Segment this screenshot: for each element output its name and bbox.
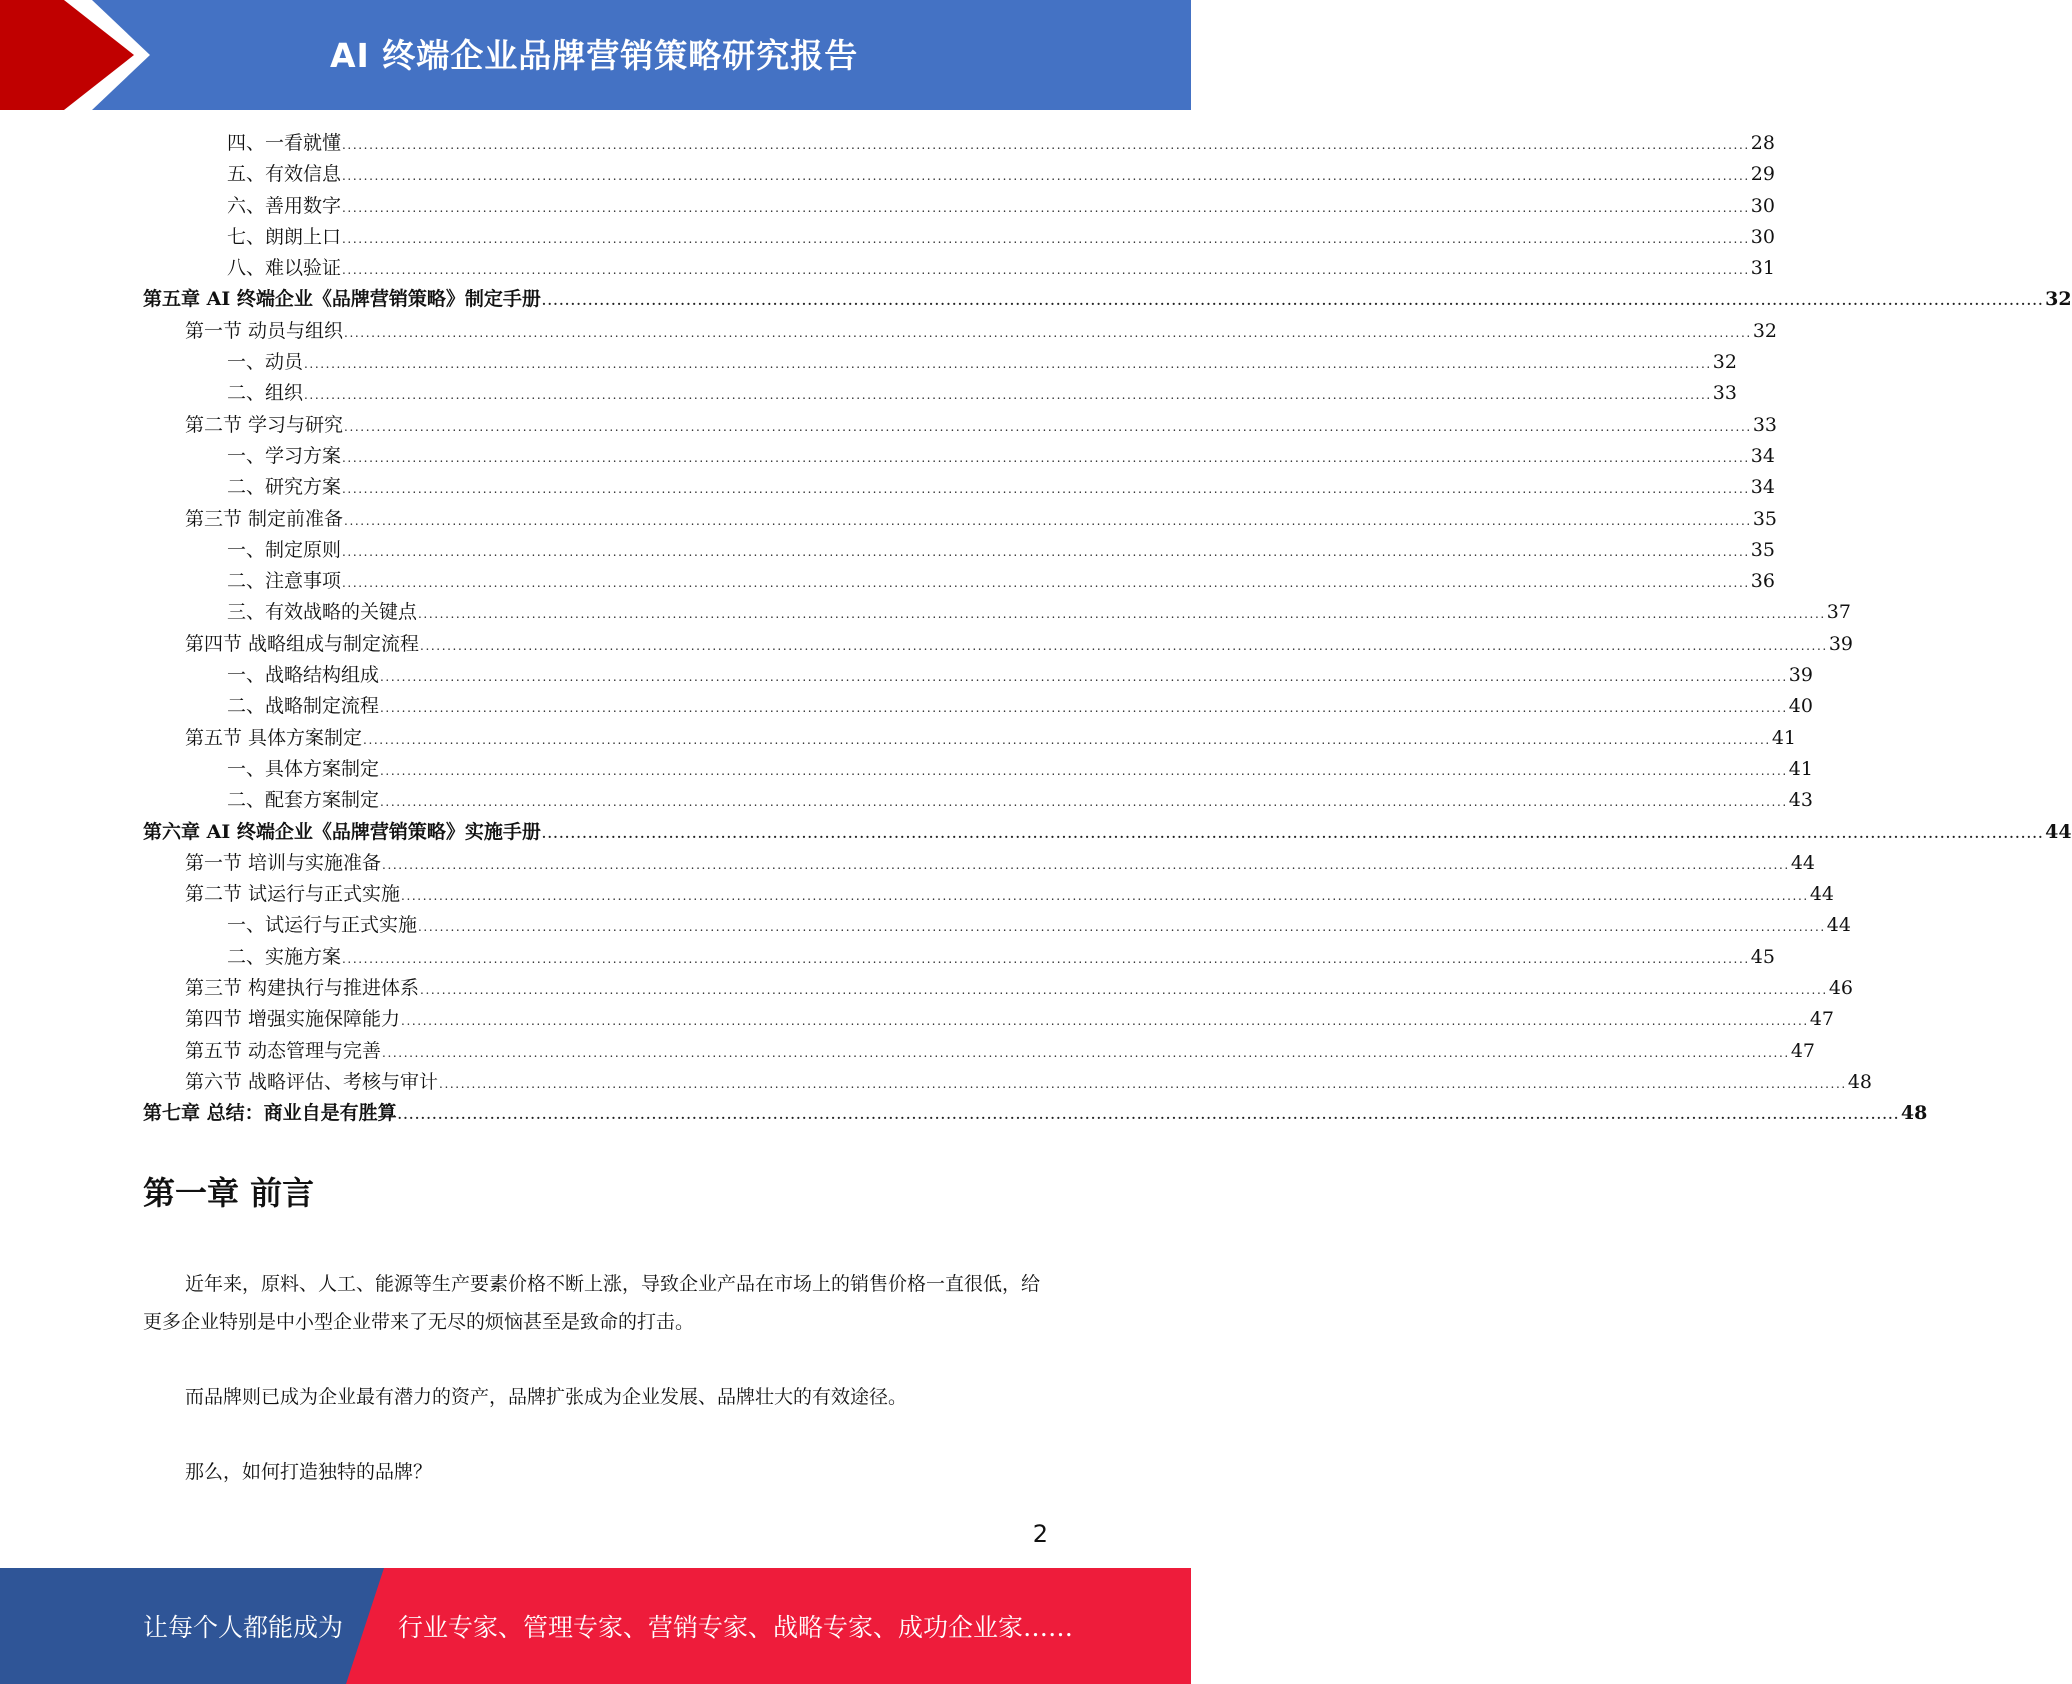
toc-entry[interactable] xyxy=(143,942,1775,973)
toc-entry-title: 一、动员 xyxy=(227,351,304,374)
toc-entry-page: 28 xyxy=(1750,132,1775,154)
toc-entry-title: 第三节 构建执行与推进体系 xyxy=(185,977,420,1000)
toc-dot-leader: .................................................................................................................................................................................................................................................................... xyxy=(344,513,1752,528)
toc-entry[interactable] xyxy=(143,128,1775,159)
toc-dot-leader: .................................................................................................................................................................................................................................................................... xyxy=(342,138,1750,152)
toc-entry-page: 32 xyxy=(1712,351,1737,374)
toc-entry-page: 31 xyxy=(1750,257,1775,280)
toc-entry-title: 一、学习方案 xyxy=(227,444,342,467)
toc-dot-leader: .................................................................................................................................................................................................................................................................... xyxy=(418,920,1826,935)
toc-entry-title: 一、战略结构组成 xyxy=(227,664,380,687)
footer-slogan-left: 让每个人都能成为 xyxy=(143,1613,344,1642)
toc-entry[interactable] xyxy=(143,1067,1872,1098)
toc-entry-title: 第七章 总结：商业自是有胜算 xyxy=(143,1102,397,1125)
toc-entry-title: 五、有效信息 xyxy=(227,163,342,186)
toc-entry-title: 第二节 试运行与正式实施 xyxy=(185,883,401,906)
toc-entry-page: 32 xyxy=(1752,319,1777,342)
toc-dot-leader: .................................................................................................................................................................................................................................................................... xyxy=(541,294,2045,309)
toc-entry-page: 45 xyxy=(1750,945,1775,968)
toc-entry-page: 29 xyxy=(1750,163,1775,186)
toc-dot-leader: .................................................................................................................................................................................................................................................................... xyxy=(342,450,1750,465)
toc-entry-title: 一、制定原则 xyxy=(227,538,342,561)
toc-entry-title: 第四节 增强实施保障能力 xyxy=(185,1008,401,1031)
toc-entry-page: 48 xyxy=(1847,1070,1872,1093)
header-banner xyxy=(0,0,1191,110)
toc-dot-leader: .................................................................................................................................................................................................................................................................... xyxy=(382,1045,1790,1060)
toc-entry[interactable] xyxy=(143,441,1775,472)
toc-entry-page: 32 xyxy=(2045,288,2072,311)
footer-slogan-right: 行业专家、管理专家、营销专家、战略专家、成功企业家…… xyxy=(398,1613,1074,1642)
toc-entry[interactable] xyxy=(143,754,1813,785)
toc-entry-title: 二、战略制定流程 xyxy=(227,695,380,718)
page-number: 2 xyxy=(1032,1520,1048,1548)
toc-dot-leader: .................................................................................................................................................................................................................................................................... xyxy=(397,1108,1900,1123)
toc-entry-title: 第五节 具体方案制定 xyxy=(185,726,363,749)
toc-entry-page: 33 xyxy=(1712,382,1737,405)
toc-entry-title: 八、难以验证 xyxy=(227,257,342,280)
toc-dot-leader: .................................................................................................................................................................................................................................................................... xyxy=(401,1014,1809,1029)
toc-entry[interactable] xyxy=(143,629,1853,660)
toc-dot-leader: .................................................................................................................................................................................................................................................................... xyxy=(418,607,1826,622)
toc-entry-page: 30 xyxy=(1750,225,1775,248)
toc-entry-page: 35 xyxy=(1752,507,1777,530)
toc-entry[interactable] xyxy=(143,597,1851,628)
toc-entry-page: 44 xyxy=(1826,914,1851,937)
toc-entry-title: 六、善用数字 xyxy=(227,194,342,217)
toc-entry[interactable] xyxy=(143,253,1775,284)
toc-entry[interactable] xyxy=(143,378,1737,409)
toc-entry[interactable] xyxy=(143,222,1775,253)
toc-entry-title: 二、组织 xyxy=(227,382,304,405)
toc-entry-page: 37 xyxy=(1826,601,1851,624)
toc-entry-title: 第三节 制定前准备 xyxy=(185,507,344,530)
toc-entry-page: 35 xyxy=(1750,538,1775,561)
toc-dot-leader: .................................................................................................................................................................................................................................................................... xyxy=(344,419,1752,434)
toc-entry-page: 30 xyxy=(1750,194,1775,217)
chapter-heading: 第一章 前言 xyxy=(143,1174,315,1212)
toc-entry-page: 39 xyxy=(1788,664,1813,687)
toc-dot-leader: .................................................................................................................................................................................................................................................................... xyxy=(380,795,1788,810)
toc-entry[interactable] xyxy=(143,973,1853,1004)
toc-entry[interactable] xyxy=(143,660,1813,691)
toc-entry[interactable] xyxy=(143,410,1777,441)
toc-dot-leader: .................................................................................................................................................................................................................................................................... xyxy=(342,576,1750,591)
toc-entry-page: 39 xyxy=(1828,632,1853,655)
toc-entry-title: 第一节 培训与实施准备 xyxy=(185,851,382,874)
toc-entry-page: 36 xyxy=(1750,570,1775,593)
toc-entry-page: 41 xyxy=(1771,726,1796,749)
toc-entry-title: 二、研究方案 xyxy=(227,476,342,499)
document-title: AI 终端企业品牌营销策略研究报告 xyxy=(330,36,859,75)
toc-dot-leader: .................................................................................................................................................................................................................................................................... xyxy=(382,857,1790,872)
toc-dot-leader: .................................................................................................................................................................................................................................................................... xyxy=(344,325,1752,340)
toc-entry-page: 44 xyxy=(2045,820,2072,843)
toc-dot-leader: .................................................................................................................................................................................................................................................................... xyxy=(342,200,1750,215)
toc-entry[interactable] xyxy=(143,159,1775,190)
toc-entry[interactable] xyxy=(143,472,1775,503)
toc-entry-page: 40 xyxy=(1788,695,1813,718)
toc-dot-leader: .................................................................................................................................................................................................................................................................... xyxy=(420,638,1828,653)
toc-dot-leader: .................................................................................................................................................................................................................................................................... xyxy=(342,544,1750,559)
toc-entry[interactable] xyxy=(143,316,1777,347)
toc-entry-page: 46 xyxy=(1828,977,1853,1000)
toc-entry-page: 41 xyxy=(1788,757,1813,780)
toc-entry-title: 三、有效战略的关键点 xyxy=(227,601,418,624)
toc-entry[interactable] xyxy=(143,504,1777,535)
toc-entry[interactable] xyxy=(143,1098,1928,1129)
toc-entry-page: 34 xyxy=(1750,476,1775,499)
toc-dot-leader: .................................................................................................................................................................................................................................................................... xyxy=(304,388,1712,403)
toc-entry-title: 二、配套方案制定 xyxy=(227,789,380,812)
toc-dot-leader: .................................................................................................................................................................................................................................................................... xyxy=(439,1076,1847,1091)
toc-dot-leader: .................................................................................................................................................................................................................................................................... xyxy=(342,263,1750,278)
toc-entry-title: 二、注意事项 xyxy=(227,570,342,593)
toc-entry[interactable] xyxy=(143,879,1834,910)
toc-entry-page: 47 xyxy=(1790,1039,1815,1062)
toc-dot-leader: .................................................................................................................................................................................................................................................................... xyxy=(380,670,1788,685)
toc-entry-page: 48 xyxy=(1900,1102,1928,1125)
toc-dot-leader: .................................................................................................................................................................................................................................................................... xyxy=(304,357,1712,372)
toc-entry-title: 第四节 战略组成与制定流程 xyxy=(185,632,420,655)
toc-entry-title: 一、试运行与正式实施 xyxy=(227,914,418,937)
toc-dot-leader: .................................................................................................................................................................................................................................................................... xyxy=(342,169,1750,184)
toc-entry[interactable] xyxy=(143,910,1851,941)
toc-entry-title: 第五章 AI 终端企业《品牌营销策略》制定手册 xyxy=(143,288,541,311)
paragraph-2: 而品牌则已成为企业最有潜力的资产，品牌扩张成为企业发展、品牌壮大的有效途径。 xyxy=(185,1386,908,1408)
toc-dot-leader: .................................................................................................................................................................................................................................................................... xyxy=(380,763,1788,778)
paragraph-3: 那么，如何打造独特的品牌？ xyxy=(185,1461,433,1483)
toc-entry[interactable] xyxy=(143,566,1775,597)
footer-banner xyxy=(0,1568,1191,1684)
toc-entry-title: 第五节 动态管理与完善 xyxy=(185,1039,382,1062)
toc-entry[interactable] xyxy=(143,191,1775,222)
toc-entry[interactable] xyxy=(143,785,1813,816)
table-of-contents xyxy=(143,128,2072,1130)
toc-entry-title: 二、实施方案 xyxy=(227,945,342,968)
toc-entry-page: 43 xyxy=(1788,789,1813,812)
toc-entry-page: 44 xyxy=(1809,883,1834,906)
toc-entry-title: 七、朗朗上口 xyxy=(227,225,342,248)
toc-dot-leader: .................................................................................................................................................................................................................................................................... xyxy=(420,983,1828,998)
toc-entry-title: 一、具体方案制定 xyxy=(227,757,380,780)
toc-entry-title: 第一节 动员与组织 xyxy=(185,319,344,342)
toc-entry[interactable] xyxy=(143,723,1796,754)
paragraph-1: 近年来，原料、人工、能源等生产要素价格不断上涨，导致企业产品在市场上的销售价格一直很低，给更多企业特别是中小型企业带来了无尽的烦恼甚至是致命的打击。 xyxy=(143,1273,1041,1333)
toc-dot-leader: .................................................................................................................................................................................................................................................................... xyxy=(363,732,1771,747)
toc-dot-leader: .................................................................................................................................................................................................................................................................... xyxy=(342,951,1750,966)
toc-entry[interactable] xyxy=(143,347,1737,378)
toc-entry[interactable] xyxy=(143,284,2072,315)
toc-entry[interactable] xyxy=(143,1004,1834,1035)
toc-entry-page: 34 xyxy=(1750,444,1775,467)
toc-entry-title: 第六章 AI 终端企业《品牌营销策略》实施手册 xyxy=(143,820,541,843)
toc-entry-page: 47 xyxy=(1809,1008,1834,1031)
toc-entry-page: 33 xyxy=(1752,413,1777,436)
toc-dot-leader: .................................................................................................................................................................................................................................................................... xyxy=(401,889,1809,904)
toc-entry-title: 第六节 战略评估、考核与审计 xyxy=(185,1070,439,1093)
toc-entry[interactable] xyxy=(143,1036,1815,1067)
toc-entry-title: 第二节 学习与研究 xyxy=(185,413,344,436)
toc-entry-title: 四、一看就懂 xyxy=(227,132,342,154)
toc-entry[interactable] xyxy=(143,691,1813,722)
toc-entry-page: 44 xyxy=(1790,851,1815,874)
header-arrow-decoration xyxy=(0,0,160,110)
toc-entry[interactable] xyxy=(143,848,1815,879)
toc-dot-leader: .................................................................................................................................................................................................................................................................... xyxy=(342,482,1750,497)
toc-dot-leader: .................................................................................................................................................................................................................................................................... xyxy=(380,701,1788,716)
toc-entry[interactable] xyxy=(143,535,1775,566)
toc-entry[interactable] xyxy=(143,817,2072,848)
toc-dot-leader: .................................................................................................................................................................................................................................................................... xyxy=(342,231,1750,246)
toc-dot-leader: .................................................................................................................................................................................................................................................................... xyxy=(541,826,2045,841)
